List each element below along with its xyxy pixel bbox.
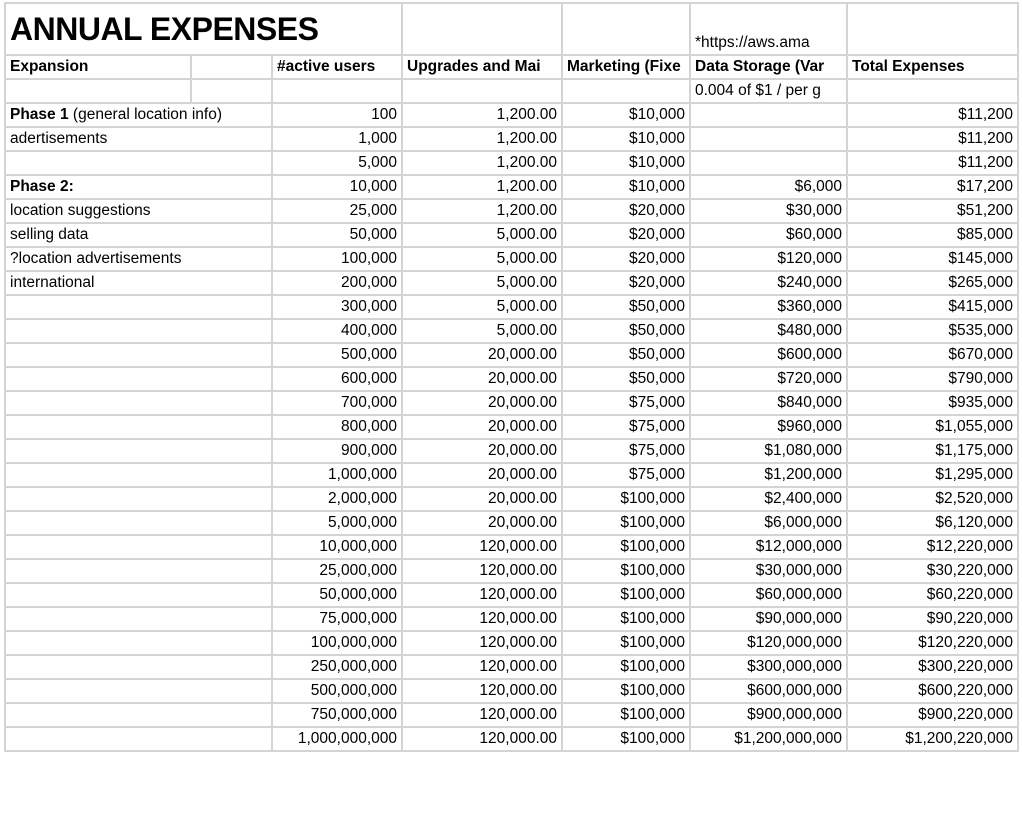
cell-total[interactable]: $900,220,000 (847, 703, 1018, 727)
cell-upgrades[interactable]: 1,200.00 (402, 175, 562, 199)
cell-expansion[interactable] (5, 391, 272, 415)
cell-upgrades[interactable]: 120,000.00 (402, 631, 562, 655)
table-row (5, 391, 1018, 415)
cell-marketing[interactable]: $100,000 (562, 679, 690, 703)
cell-upgrades[interactable]: 5,000.00 (402, 271, 562, 295)
cell-expansion[interactable] (5, 535, 272, 559)
cell-expansion[interactable] (5, 175, 272, 199)
cell-empty[interactable] (562, 79, 690, 103)
cell-active-users[interactable]: 500,000 (272, 343, 402, 367)
header-upgrades[interactable]: Upgrades and Mai (402, 55, 562, 79)
expansion-label: location suggestions (10, 202, 151, 219)
expansion-label: (general location info) (68, 106, 222, 123)
cell-active-users[interactable]: 700,000 (272, 391, 402, 415)
cell-data-storage[interactable]: $12,000,000 (690, 535, 847, 559)
cell-data-storage[interactable]: $120,000 (690, 247, 847, 271)
table-row (5, 151, 1018, 175)
cell-expansion[interactable] (5, 463, 272, 487)
cell-active-users[interactable]: 100,000 (272, 247, 402, 271)
table-row (5, 103, 1018, 127)
cell-empty[interactable] (191, 55, 272, 79)
table-row (5, 583, 1018, 607)
cell-title[interactable] (5, 3, 402, 55)
cell-upgrades[interactable]: 120,000.00 (402, 607, 562, 631)
cell-data-storage[interactable]: $240,000 (690, 271, 847, 295)
cell-data-storage[interactable]: $840,000 (690, 391, 847, 415)
cell-total[interactable]: $11,200 (847, 151, 1018, 175)
cell-total[interactable]: $51,200 (847, 199, 1018, 223)
cell-empty[interactable] (847, 79, 1018, 103)
cell-marketing[interactable]: $100,000 (562, 727, 690, 751)
cell-data-storage[interactable]: $2,400,000 (690, 487, 847, 511)
cell-marketing[interactable]: $20,000 (562, 271, 690, 295)
cell-marketing[interactable]: $100,000 (562, 607, 690, 631)
cell-marketing[interactable]: $20,000 (562, 223, 690, 247)
cell-upgrades[interactable]: 20,000.00 (402, 511, 562, 535)
cell-marketing[interactable]: $20,000 (562, 199, 690, 223)
cell-expansion[interactable] (5, 511, 272, 535)
cell-data-storage[interactable]: $480,000 (690, 319, 847, 343)
cell-expansion[interactable] (5, 439, 272, 463)
cell-marketing[interactable]: $100,000 (562, 631, 690, 655)
cell-data-storage[interactable]: $900,000,000 (690, 703, 847, 727)
header-data-storage[interactable]: Data Storage (Var (690, 55, 847, 79)
title-row (5, 3, 1018, 55)
cell-active-users[interactable]: 500,000,000 (272, 679, 402, 703)
cell-marketing[interactable]: $100,000 (562, 535, 690, 559)
cell-data-storage[interactable]: $30,000,000 (690, 559, 847, 583)
cell-active-users[interactable]: 1,000,000 (272, 463, 402, 487)
cell-data-storage[interactable] (690, 103, 847, 127)
cell-active-users[interactable]: 100 (272, 103, 402, 127)
cell-upgrades[interactable]: 20,000.00 (402, 343, 562, 367)
cell-total[interactable]: $535,000 (847, 319, 1018, 343)
cell-upgrades[interactable]: 20,000.00 (402, 439, 562, 463)
cell-expansion[interactable] (5, 415, 272, 439)
cell-data-storage[interactable]: $300,000,000 (690, 655, 847, 679)
table-row (5, 247, 1018, 271)
cell-marketing[interactable]: $75,000 (562, 439, 690, 463)
cell-upgrades[interactable]: 120,000.00 (402, 559, 562, 583)
cell-active-users[interactable]: 200,000 (272, 271, 402, 295)
sheet-title: ANNUAL EXPENSES (10, 11, 319, 47)
cell-total[interactable]: $90,220,000 (847, 607, 1018, 631)
cell-active-users[interactable]: 750,000,000 (272, 703, 402, 727)
cell-expansion[interactable] (5, 223, 272, 247)
cell-active-users[interactable]: 600,000 (272, 367, 402, 391)
header-row (5, 55, 1018, 79)
cell-expansion[interactable] (5, 319, 272, 343)
cell-data-storage[interactable]: $6,000,000 (690, 511, 847, 535)
cell-data-storage[interactable]: $720,000 (690, 367, 847, 391)
cell-total[interactable]: $1,055,000 (847, 415, 1018, 439)
cell-expansion[interactable] (5, 559, 272, 583)
expansion-phase-label: Phase 1 (10, 106, 69, 123)
table-row (5, 175, 1018, 199)
cell-total[interactable]: $415,000 (847, 295, 1018, 319)
table-row (5, 127, 1018, 151)
table-row (5, 535, 1018, 559)
cell-total[interactable]: $120,220,000 (847, 631, 1018, 655)
cell-upgrades[interactable]: 20,000.00 (402, 367, 562, 391)
header-total[interactable]: Total Expenses (847, 55, 1018, 79)
cell-upgrades[interactable]: 20,000.00 (402, 463, 562, 487)
cell-total[interactable]: $17,200 (847, 175, 1018, 199)
table-row (5, 367, 1018, 391)
rate-note-row (5, 79, 1018, 103)
cell-upgrades[interactable]: 120,000.00 (402, 655, 562, 679)
header-active-users[interactable]: #active users (272, 55, 402, 79)
cell-marketing[interactable]: $50,000 (562, 343, 690, 367)
table-row (5, 727, 1018, 751)
cell-active-users[interactable]: 75,000,000 (272, 607, 402, 631)
cell-active-users[interactable]: 900,000 (272, 439, 402, 463)
cell-expansion[interactable] (5, 247, 272, 271)
expansion-phase-label: Phase 2: (10, 178, 74, 195)
cell-empty[interactable] (5, 79, 191, 103)
cell-active-users[interactable]: 100,000,000 (272, 631, 402, 655)
cell-active-users[interactable]: 50,000,000 (272, 583, 402, 607)
table-row (5, 703, 1018, 727)
table-row (5, 439, 1018, 463)
table-row (5, 319, 1018, 343)
cell-marketing[interactable]: $75,000 (562, 463, 690, 487)
cell-upgrades[interactable]: 5,000.00 (402, 223, 562, 247)
cell-marketing[interactable]: $10,000 (562, 151, 690, 175)
cell-total[interactable]: $85,000 (847, 223, 1018, 247)
cell-marketing[interactable]: $100,000 (562, 655, 690, 679)
cell-total[interactable]: $60,220,000 (847, 583, 1018, 607)
cell-storage-rate-note[interactable]: 0.004 of $1 / per g (690, 79, 847, 103)
cell-total[interactable]: $12,220,000 (847, 535, 1018, 559)
cell-data-storage[interactable]: $1,200,000 (690, 463, 847, 487)
cell-active-users[interactable]: 25,000,000 (272, 559, 402, 583)
table-row (5, 463, 1018, 487)
cell-upgrades[interactable]: 120,000.00 (402, 535, 562, 559)
cell-expansion[interactable] (5, 271, 272, 295)
cell-upgrades[interactable]: 1,200.00 (402, 199, 562, 223)
cell-total[interactable]: $11,200 (847, 103, 1018, 127)
table-row (5, 415, 1018, 439)
cell-upgrades[interactable]: 1,200.00 (402, 103, 562, 127)
cell-expansion[interactable] (5, 199, 272, 223)
cell-data-storage[interactable]: $90,000,000 (690, 607, 847, 631)
cell-upgrades[interactable]: 20,000.00 (402, 487, 562, 511)
table-row (5, 271, 1018, 295)
cell-active-users[interactable]: 10,000,000 (272, 535, 402, 559)
cell-data-storage[interactable]: $30,000 (690, 199, 847, 223)
cell-expansion[interactable] (5, 679, 272, 703)
cell-marketing[interactable]: $10,000 (562, 127, 690, 151)
cell-empty[interactable] (191, 79, 272, 103)
header-expansion[interactable]: Expansion (5, 55, 191, 79)
cell-expansion[interactable] (5, 727, 272, 751)
cell-total[interactable]: $2,520,000 (847, 487, 1018, 511)
expansion-label: adertisements (10, 130, 108, 147)
cell-empty[interactable] (847, 3, 1018, 55)
cell-total[interactable]: $30,220,000 (847, 559, 1018, 583)
cell-marketing[interactable]: $10,000 (562, 103, 690, 127)
cell-source-note[interactable]: *https://aws.ama (690, 3, 847, 55)
cell-total[interactable]: $300,220,000 (847, 655, 1018, 679)
cell-expansion[interactable] (5, 151, 272, 175)
cell-marketing[interactable]: $100,000 (562, 511, 690, 535)
cell-upgrades[interactable]: 120,000.00 (402, 679, 562, 703)
cell-total[interactable]: $1,175,000 (847, 439, 1018, 463)
expansion-label: selling data (10, 226, 89, 243)
cell-marketing[interactable]: $50,000 (562, 319, 690, 343)
cell-expansion[interactable] (5, 367, 272, 391)
expansion-label: ?location advertisements (10, 250, 182, 267)
cell-empty[interactable] (272, 79, 402, 103)
table-row (5, 487, 1018, 511)
cell-active-users[interactable]: 2,000,000 (272, 487, 402, 511)
cell-expansion[interactable] (5, 487, 272, 511)
cell-marketing[interactable]: $100,000 (562, 559, 690, 583)
cell-data-storage[interactable] (690, 151, 847, 175)
cell-data-storage[interactable]: $600,000,000 (690, 679, 847, 703)
cell-expansion[interactable] (5, 103, 272, 127)
table-row (5, 343, 1018, 367)
table-row (5, 511, 1018, 535)
cell-upgrades[interactable]: 120,000.00 (402, 703, 562, 727)
cell-data-storage[interactable]: $600,000 (690, 343, 847, 367)
cell-expansion[interactable] (5, 607, 272, 631)
cell-data-storage[interactable]: $960,000 (690, 415, 847, 439)
cell-active-users[interactable]: 1,000 (272, 127, 402, 151)
table-row (5, 607, 1018, 631)
expansion-label: international (10, 274, 95, 291)
cell-data-storage[interactable]: $60,000 (690, 223, 847, 247)
cell-total[interactable]: $11,200 (847, 127, 1018, 151)
cell-marketing[interactable]: $75,000 (562, 415, 690, 439)
cell-total[interactable]: $145,000 (847, 247, 1018, 271)
cell-data-storage[interactable]: $1,080,000 (690, 439, 847, 463)
header-marketing[interactable]: Marketing (Fixe (562, 55, 690, 79)
cell-data-storage[interactable]: $6,000 (690, 175, 847, 199)
cell-marketing[interactable]: $100,000 (562, 487, 690, 511)
cell-expansion[interactable] (5, 631, 272, 655)
cell-upgrades[interactable]: 1,200.00 (402, 127, 562, 151)
cell-upgrades[interactable]: 5,000.00 (402, 247, 562, 271)
cell-empty[interactable] (402, 3, 562, 55)
cell-active-users[interactable]: 1,000,000,000 (272, 727, 402, 751)
cell-active-users[interactable]: 5,000,000 (272, 511, 402, 535)
cell-marketing[interactable]: $10,000 (562, 175, 690, 199)
cell-upgrades[interactable]: 120,000.00 (402, 583, 562, 607)
table-row (5, 679, 1018, 703)
cell-active-users[interactable]: 400,000 (272, 319, 402, 343)
table-row (5, 655, 1018, 679)
cell-upgrades[interactable]: 120,000.00 (402, 727, 562, 751)
cell-active-users[interactable]: 10,000 (272, 175, 402, 199)
cell-upgrades[interactable]: 20,000.00 (402, 391, 562, 415)
cell-total[interactable]: $790,000 (847, 367, 1018, 391)
cell-marketing[interactable]: $75,000 (562, 391, 690, 415)
cell-marketing[interactable]: $100,000 (562, 583, 690, 607)
cell-total[interactable]: $265,000 (847, 271, 1018, 295)
cell-expansion[interactable] (5, 655, 272, 679)
cell-active-users[interactable]: 300,000 (272, 295, 402, 319)
cell-empty[interactable] (562, 3, 690, 55)
cell-active-users[interactable]: 250,000,000 (272, 655, 402, 679)
cell-data-storage[interactable]: $120,000,000 (690, 631, 847, 655)
cell-marketing[interactable]: $50,000 (562, 295, 690, 319)
cell-total[interactable]: $670,000 (847, 343, 1018, 367)
cell-total[interactable]: $1,200,220,000 (847, 727, 1018, 751)
cell-marketing[interactable]: $50,000 (562, 367, 690, 391)
cell-upgrades[interactable]: 5,000.00 (402, 319, 562, 343)
table-row (5, 199, 1018, 223)
cell-total[interactable]: $1,295,000 (847, 463, 1018, 487)
cell-expansion[interactable] (5, 127, 272, 151)
cell-upgrades[interactable]: 20,000.00 (402, 415, 562, 439)
cell-expansion[interactable] (5, 583, 272, 607)
cell-expansion[interactable] (5, 295, 272, 319)
cell-marketing[interactable]: $20,000 (562, 247, 690, 271)
table-row (5, 559, 1018, 583)
cell-data-storage[interactable]: $360,000 (690, 295, 847, 319)
cell-total[interactable]: $600,220,000 (847, 679, 1018, 703)
cell-data-storage[interactable]: $60,000,000 (690, 583, 847, 607)
cell-active-users[interactable]: 25,000 (272, 199, 402, 223)
cell-active-users[interactable]: 5,000 (272, 151, 402, 175)
cell-active-users[interactable]: 50,000 (272, 223, 402, 247)
table-row (5, 223, 1018, 247)
cell-expansion[interactable] (5, 703, 272, 727)
cell-expansion[interactable] (5, 343, 272, 367)
cell-data-storage[interactable] (690, 127, 847, 151)
cell-empty[interactable] (402, 79, 562, 103)
cell-upgrades[interactable]: 1,200.00 (402, 151, 562, 175)
expenses-sheet (4, 2, 1019, 752)
cell-upgrades[interactable]: 5,000.00 (402, 295, 562, 319)
cell-data-storage[interactable]: $1,200,000,000 (690, 727, 847, 751)
cell-active-users[interactable]: 800,000 (272, 415, 402, 439)
cell-marketing[interactable]: $100,000 (562, 703, 690, 727)
cell-total[interactable]: $6,120,000 (847, 511, 1018, 535)
cell-total[interactable]: $935,000 (847, 391, 1018, 415)
table-row (5, 631, 1018, 655)
table-row (5, 295, 1018, 319)
